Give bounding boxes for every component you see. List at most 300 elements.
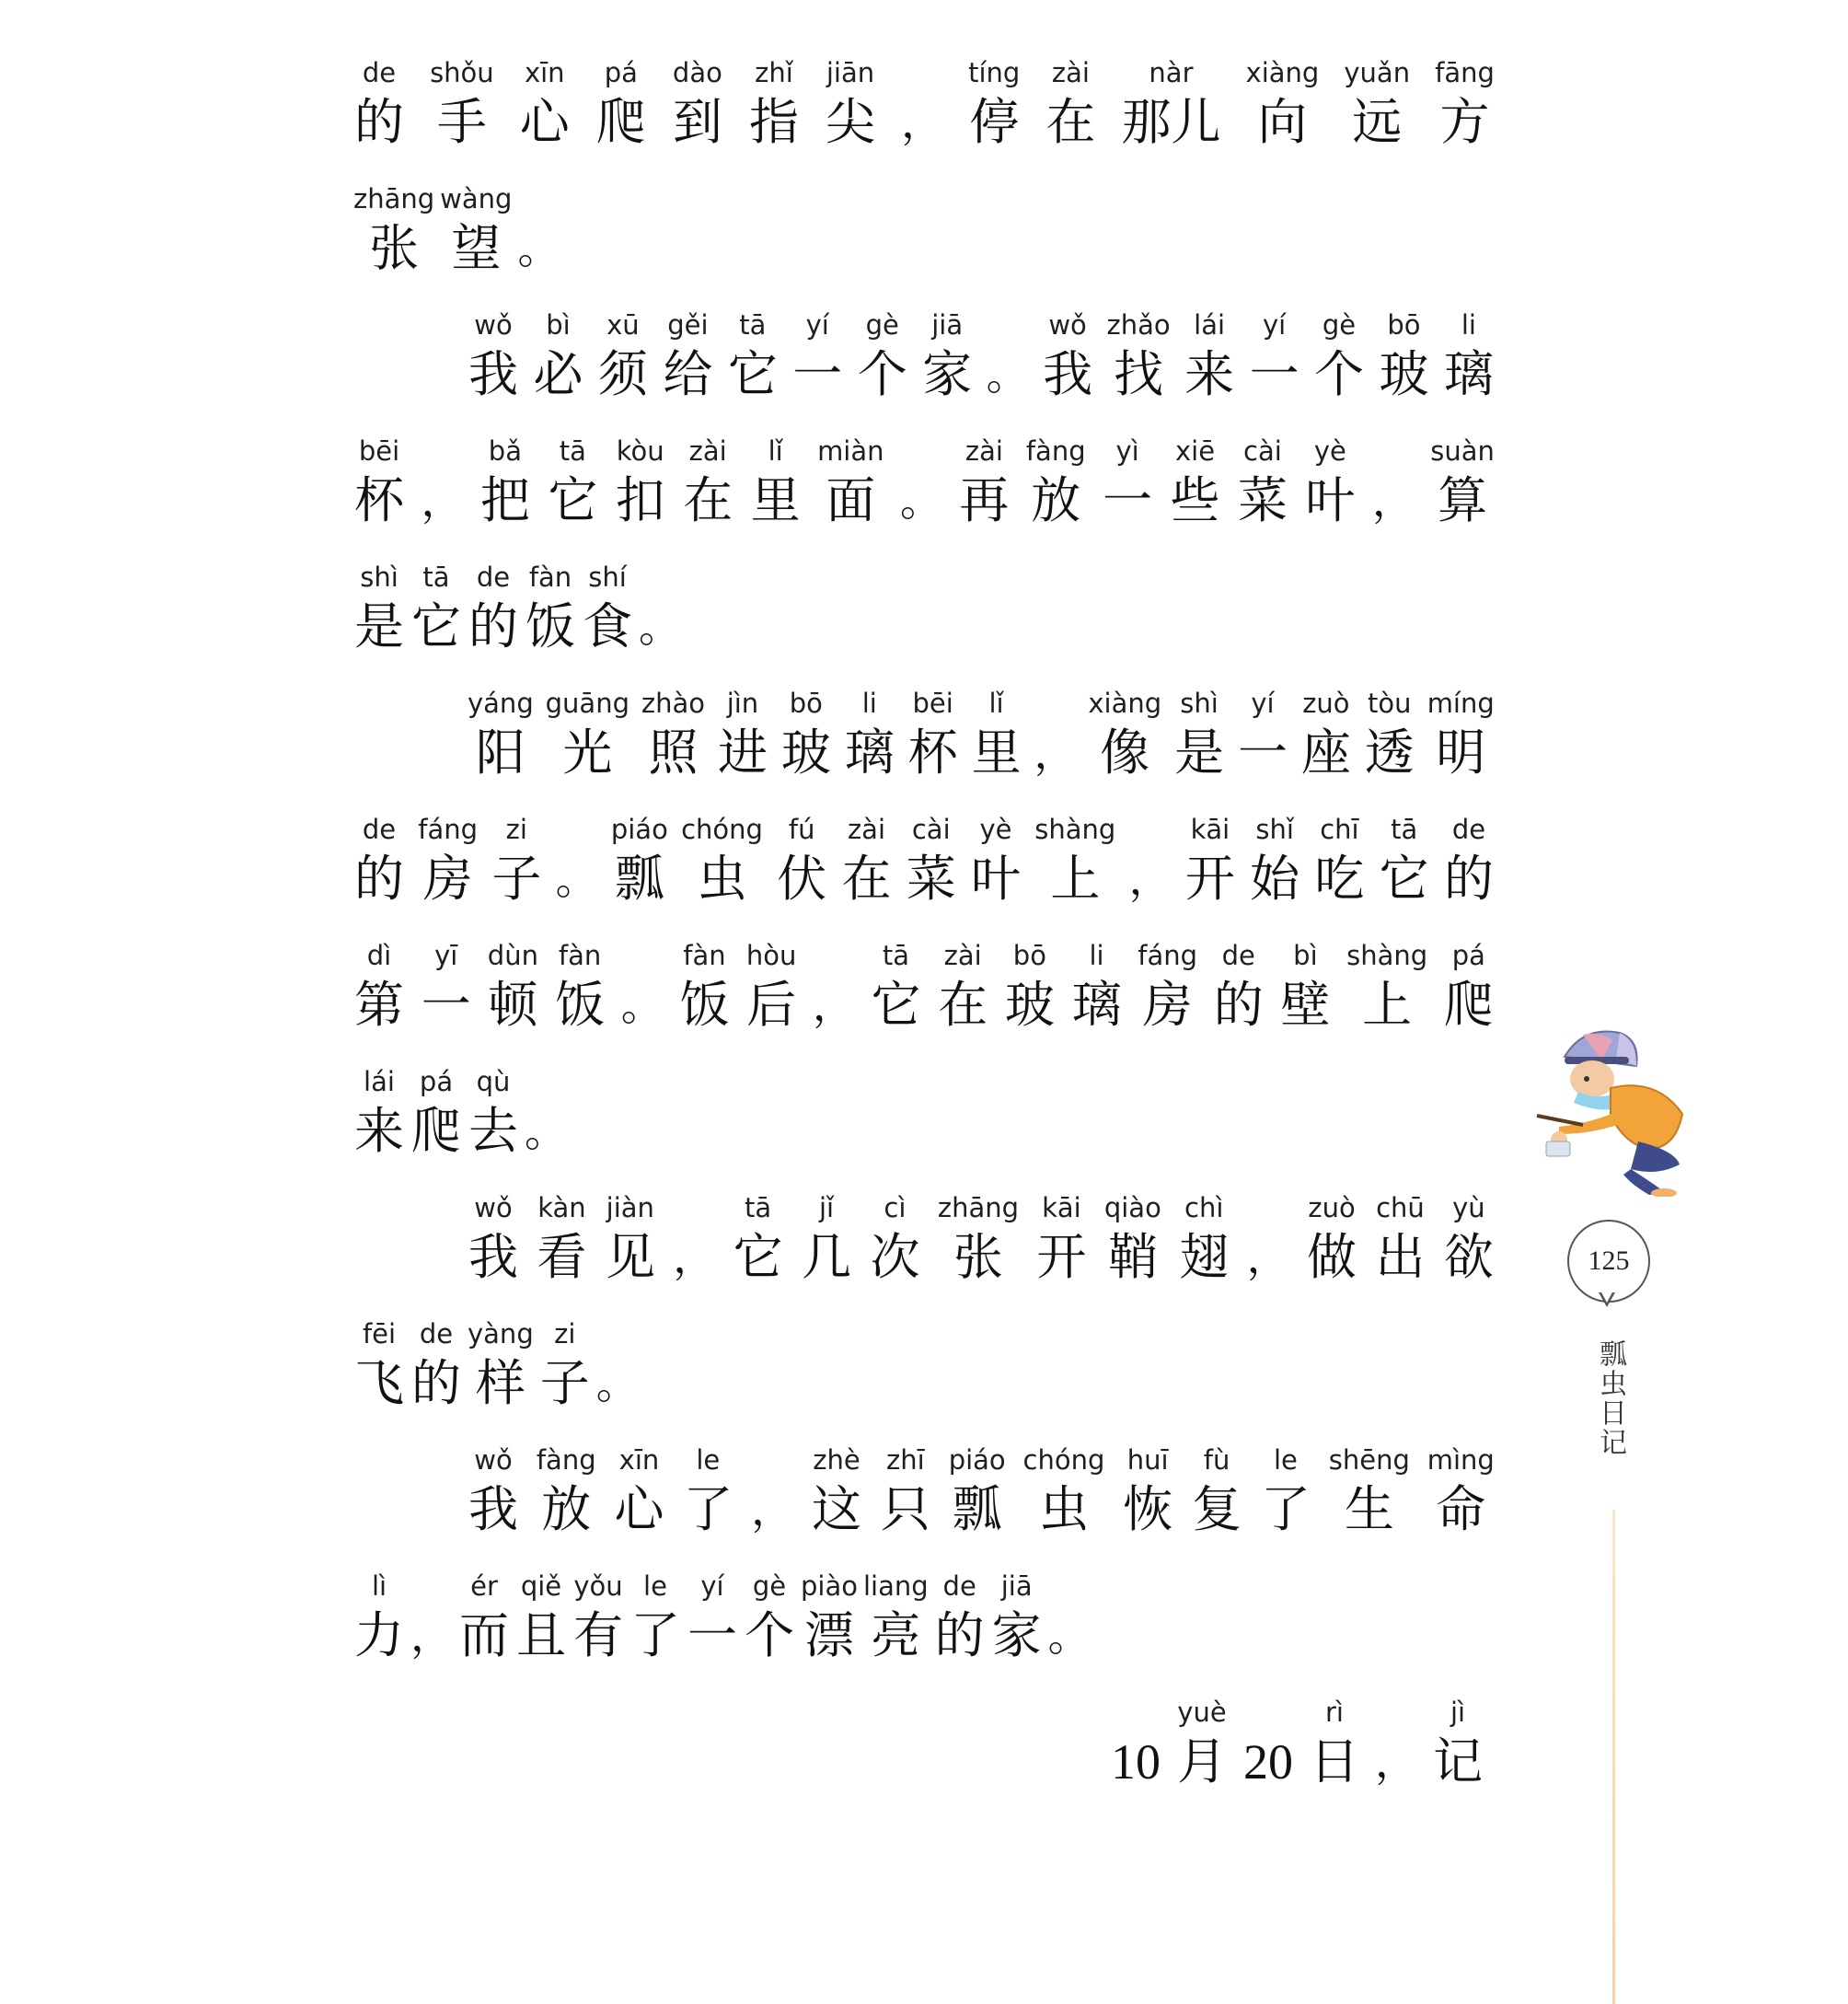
hanzi: 样	[475, 1354, 526, 1412]
hanzi: ，	[673, 1233, 716, 1282]
pinyin: chóng	[681, 814, 763, 845]
ruby-character	[1102, 435, 1153, 531]
pinyin: dào	[672, 57, 722, 88]
hanzi: 。	[899, 476, 942, 526]
hanzi: 在	[683, 471, 733, 529]
pinyin: cì	[884, 1192, 907, 1223]
ruby-character	[537, 1444, 596, 1540]
pinyin: shí	[588, 562, 627, 593]
hanzi: ，	[1246, 1233, 1289, 1282]
hanzi: 。	[555, 854, 598, 904]
hanzi: 璃	[1443, 345, 1494, 403]
hanzi: 手	[436, 93, 487, 151]
ruby-character	[840, 814, 892, 909]
ruby-character	[479, 435, 531, 531]
hanzi: 阳	[475, 724, 526, 782]
hanzi: 杯	[907, 724, 958, 782]
hanzi: 亮	[871, 1606, 921, 1664]
ruby-character	[641, 688, 705, 783]
ruby-character	[869, 1192, 920, 1288]
hanzi: 飞	[354, 1354, 404, 1412]
pinyin: jiān	[826, 57, 875, 88]
ruby-character	[871, 940, 922, 1036]
side-rule	[1612, 1510, 1615, 2004]
hanzi: 叶	[971, 850, 1022, 908]
hanzi: 月	[1177, 1732, 1227, 1790]
hanzi: 饭	[555, 976, 606, 1034]
punctuation	[751, 1444, 793, 1540]
hanzi: 吃	[1314, 850, 1365, 908]
page-badge-pointer-fill	[1600, 1291, 1613, 1303]
pinyin: xīn	[524, 57, 565, 88]
ruby-character	[491, 814, 542, 909]
hanzi: 去	[468, 1102, 518, 1160]
pinyin: jìn	[726, 688, 759, 719]
hanzi: 个	[1314, 345, 1365, 403]
ruby-character	[921, 309, 973, 405]
hanzi: 家	[922, 345, 973, 403]
pinyin: tíng	[968, 57, 1021, 88]
hanzi: 在	[841, 850, 892, 908]
hanzi: 放	[541, 1480, 592, 1538]
hanzi: 始	[1250, 850, 1300, 908]
punctuation	[673, 1192, 715, 1288]
ruby-character	[1107, 309, 1171, 405]
hanzi: 次	[870, 1228, 920, 1286]
ruby-character	[353, 1318, 405, 1414]
ruby-character	[780, 688, 832, 783]
hanzi: 心	[519, 93, 570, 151]
hanzi: 里	[750, 471, 801, 529]
hanzi: 房	[422, 850, 473, 908]
ruby-character	[1023, 1444, 1105, 1540]
ruby-character	[958, 435, 1010, 531]
hanzi: 它	[871, 976, 921, 1034]
hanzi: 光	[562, 724, 613, 782]
hanzi: 。	[525, 1106, 567, 1156]
ruby-character	[440, 183, 512, 279]
pinyin: le	[696, 1444, 721, 1476]
ruby-character	[1443, 309, 1495, 405]
pinyin: kòu	[616, 435, 664, 467]
pinyin: zài	[943, 940, 982, 971]
pinyin: li	[1461, 309, 1476, 341]
hanzi: 是	[1174, 724, 1225, 782]
hanzi: 像	[1100, 724, 1150, 782]
hanzi: 。	[1047, 1611, 1091, 1661]
ruby-character	[1346, 940, 1427, 1036]
ruby-character	[750, 435, 802, 531]
pinyin: de	[1451, 814, 1486, 845]
punctuation	[596, 1318, 639, 1414]
hanzi: 食	[583, 597, 632, 655]
hanzi: 瓢	[952, 1480, 1002, 1538]
ruby-character	[801, 1192, 852, 1288]
punctuation	[421, 435, 463, 531]
pinyin: xīn	[618, 1444, 660, 1476]
ruby-character	[744, 1570, 795, 1666]
hanzi: 几	[802, 1228, 852, 1286]
pinyin: dì	[366, 940, 392, 971]
ruby-character	[1300, 688, 1352, 783]
ruby-character	[468, 1318, 534, 1414]
pinyin: kàn	[537, 1192, 586, 1223]
pinyin: yí	[1251, 688, 1275, 719]
hanzi: 它	[411, 597, 461, 655]
pinyin: jiā	[931, 309, 964, 341]
pinyin: le	[643, 1570, 667, 1602]
pinyin: le	[1273, 1444, 1298, 1476]
punctuation	[621, 940, 664, 1036]
ruby-character	[1435, 57, 1495, 153]
ruby-character	[532, 309, 583, 405]
pinyin: kāi	[1190, 814, 1230, 845]
pinyin: wǒ	[474, 1192, 513, 1223]
hanzi: 在	[938, 976, 988, 1034]
ruby-character	[863, 1570, 929, 1666]
hanzi: 心	[614, 1480, 664, 1538]
hanzi: 玻	[1379, 345, 1429, 403]
hanzi: ，	[1371, 476, 1415, 526]
hanzi: ，	[421, 476, 464, 526]
pinyin: de	[362, 814, 397, 845]
pinyin: li	[861, 688, 877, 719]
hanzi: ，	[410, 1611, 453, 1661]
story-text	[353, 57, 1495, 1823]
hanzi: 。	[639, 602, 681, 652]
hanzi: 到	[672, 93, 722, 151]
hanzi: 爬	[411, 1102, 461, 1160]
ruby-character	[546, 688, 629, 783]
pinyin: fàn	[683, 940, 726, 971]
diary-date-signature	[353, 1697, 1495, 1823]
ruby-character	[468, 562, 519, 657]
hanzi: 玻	[1004, 976, 1055, 1034]
ruby-character	[1170, 435, 1221, 531]
hanzi: 只	[880, 1480, 930, 1538]
pinyin: huī	[1126, 1444, 1169, 1476]
hanzi: 。	[517, 224, 560, 273]
ruby-character	[1427, 1444, 1495, 1540]
hanzi: 。	[986, 350, 1029, 400]
pinyin: yuǎn	[1344, 57, 1411, 88]
ruby-character	[1443, 940, 1495, 1036]
pinyin: xiē	[1174, 435, 1216, 467]
hanzi: 欲	[1443, 1228, 1494, 1286]
pinyin: zhǐ	[755, 57, 793, 88]
punctuation	[1034, 688, 1076, 783]
hanzi: 看	[537, 1228, 587, 1286]
hanzi: 10	[1111, 1734, 1161, 1790]
ruby-character	[906, 814, 957, 909]
ruby-character	[825, 57, 876, 153]
ruby-character	[970, 814, 1022, 909]
ruby-character	[353, 562, 405, 657]
pinyin: zuò	[1302, 688, 1350, 719]
pinyin: zài	[1051, 57, 1090, 88]
hanzi: 出	[1375, 1228, 1426, 1286]
ruby-character	[1242, 1697, 1294, 1792]
hanzi: ，	[751, 1485, 794, 1535]
pinyin: li	[1089, 940, 1104, 971]
pinyin: yí	[700, 1570, 724, 1602]
hanzi: 瓢	[614, 850, 664, 908]
ruby-character	[1329, 1444, 1410, 1540]
punctuation	[410, 1570, 453, 1666]
pinyin: xiàng	[1245, 57, 1320, 88]
ruby-character	[1184, 309, 1235, 405]
ruby-character	[801, 1570, 858, 1666]
ruby-character	[547, 435, 598, 531]
ruby-character	[1260, 1444, 1311, 1540]
pinyin: guāng	[545, 688, 629, 719]
hanzi: 面	[826, 471, 876, 529]
hanzi: 的	[468, 597, 518, 655]
hanzi: 上	[1362, 976, 1413, 1034]
hanzi: 一	[421, 976, 471, 1034]
hanzi: 扣	[615, 471, 665, 529]
hanzi: 必	[533, 345, 583, 403]
hanzi: 算	[1438, 471, 1488, 529]
ruby-character	[727, 309, 779, 405]
pinyin: cài	[911, 814, 951, 845]
ruby-character	[971, 688, 1022, 783]
ruby-character	[572, 1570, 624, 1666]
punctuation	[1247, 1192, 1289, 1288]
punctuation	[813, 940, 855, 1036]
text-line	[353, 562, 1495, 688]
ruby-character	[430, 57, 494, 153]
pinyin: yàng	[468, 1318, 534, 1350]
hanzi: ，	[1128, 854, 1172, 904]
hanzi: 开	[1184, 850, 1235, 908]
ruby-character	[949, 1444, 1006, 1540]
pinyin: dùn	[487, 940, 538, 971]
pinyin: tā	[422, 562, 450, 593]
pinyin: jǐ	[818, 1192, 835, 1223]
pinyin: gè	[752, 1570, 787, 1602]
pinyin: zhè	[813, 1444, 860, 1476]
hanzi: 子	[539, 1354, 590, 1412]
hanzi: 放	[1031, 471, 1081, 529]
pinyin: yù	[1452, 1192, 1485, 1223]
ruby-character	[748, 57, 800, 153]
hanzi: 张	[953, 1228, 1003, 1286]
ruby-character	[1344, 57, 1410, 153]
hanzi: 一	[792, 345, 843, 403]
hanzi: 菜	[906, 850, 956, 908]
ruby-character	[1191, 1444, 1242, 1540]
ruby-character	[536, 1192, 587, 1288]
pinyin: lái	[1194, 309, 1226, 341]
pinyin: zài	[964, 435, 1003, 467]
ruby-character	[353, 1066, 405, 1162]
pinyin: wǒ	[474, 1444, 513, 1476]
ruby-character	[1104, 1192, 1161, 1288]
pinyin: yuè	[1177, 1697, 1227, 1728]
pinyin: bō	[1012, 940, 1046, 971]
ruby-character	[353, 57, 405, 153]
text-line	[353, 1066, 1495, 1192]
punctuation	[1372, 435, 1415, 531]
pinyin: shǒu	[430, 57, 494, 88]
text-line	[353, 940, 1495, 1066]
pinyin: bì	[546, 309, 571, 341]
hanzi: 是	[354, 597, 404, 655]
ruby-character	[1110, 1697, 1161, 1792]
hanzi: 爬	[1443, 976, 1494, 1034]
ruby-character	[1279, 940, 1331, 1036]
hanzi: 照	[648, 724, 699, 782]
hanzi: 来	[1184, 345, 1235, 403]
pinyin: shàng	[1034, 814, 1116, 845]
pinyin: qiào	[1103, 1192, 1161, 1223]
ruby-character	[468, 1192, 519, 1288]
pinyin: bēi	[358, 435, 400, 467]
hanzi: 。	[595, 1359, 639, 1408]
hanzi: 子	[491, 850, 542, 908]
hanzi: 有	[573, 1606, 623, 1664]
hanzi: 它	[733, 1228, 783, 1286]
ruby-character	[1427, 688, 1495, 783]
hanzi: 而	[459, 1606, 509, 1664]
ruby-character	[1432, 1697, 1484, 1792]
ruby-character	[662, 309, 713, 405]
pinyin: zài	[847, 814, 886, 845]
punctuation	[556, 814, 598, 909]
pinyin: bō	[789, 688, 823, 719]
hanzi: 一	[687, 1606, 737, 1664]
hanzi: 20	[1243, 1734, 1293, 1790]
ruby-character	[1443, 814, 1495, 909]
hanzi: 进	[717, 724, 768, 782]
hanzi: 做	[1307, 1228, 1357, 1286]
pinyin: xū	[606, 309, 640, 341]
ruby-character	[515, 1570, 567, 1666]
hanzi: 。	[620, 980, 664, 1030]
ruby-character	[353, 940, 405, 1036]
ruby-character	[1378, 309, 1429, 405]
pinyin: fàng	[536, 1444, 596, 1476]
pinyin: gè	[1322, 309, 1357, 341]
ruby-character	[733, 1192, 784, 1288]
pinyin: suàn	[1430, 435, 1495, 467]
hanzi: 一	[1237, 724, 1288, 782]
ruby-character	[410, 1318, 462, 1414]
ruby-character	[678, 940, 730, 1036]
ruby-character	[745, 940, 797, 1036]
hanzi: 顿	[488, 976, 538, 1034]
ruby-character	[353, 814, 405, 909]
hanzi: 个	[857, 345, 907, 403]
ruby-character	[1246, 57, 1320, 153]
text-line	[353, 435, 1495, 562]
hanzi: 后	[746, 976, 797, 1034]
pinyin: wàng	[440, 183, 513, 214]
hanzi: 透	[1364, 724, 1415, 782]
hanzi: 杯	[354, 471, 404, 529]
pinyin: mìng	[1426, 1444, 1495, 1476]
hanzi: 它	[727, 345, 778, 403]
hanzi: 的	[1443, 850, 1494, 908]
hanzi: ，	[812, 980, 855, 1030]
pinyin: fàn	[528, 562, 572, 593]
pinyin: yī	[434, 940, 458, 971]
hanzi: 菜	[1237, 471, 1288, 529]
ruby-character	[1178, 1192, 1230, 1288]
hanzi: 力	[354, 1606, 404, 1664]
ruby-character	[672, 57, 723, 153]
ruby-character	[968, 57, 1020, 153]
pinyin: lái	[364, 1066, 395, 1097]
ruby-character	[613, 1444, 664, 1540]
pinyin: fàng	[1025, 435, 1086, 467]
hanzi: 第	[354, 976, 404, 1034]
ruby-character	[1313, 309, 1365, 405]
ruby-character	[1374, 1192, 1426, 1288]
ruby-character	[468, 1444, 519, 1540]
pinyin: shǐ	[1255, 814, 1294, 845]
hanzi: 找	[1114, 345, 1164, 403]
pinyin: de	[362, 57, 397, 88]
hanzi: 个	[745, 1606, 794, 1664]
pinyin: tā	[882, 940, 910, 971]
hanzi: 虫	[1038, 1480, 1089, 1538]
pinyin: yè	[979, 814, 1012, 845]
ruby-character	[811, 1444, 862, 1540]
page-number: 125	[1567, 1220, 1650, 1303]
ruby-character	[1176, 1697, 1228, 1792]
hanzi: 日	[1310, 1732, 1359, 1790]
ruby-character	[681, 814, 763, 909]
pinyin: wǒ	[1048, 309, 1087, 341]
hanzi: 壁	[1280, 976, 1331, 1034]
ruby-character	[1026, 435, 1086, 531]
ruby-character	[468, 309, 519, 405]
hanzi: 远	[1352, 93, 1403, 151]
ruby-character	[934, 1570, 986, 1666]
hanzi: 的	[354, 850, 404, 908]
pinyin: de	[419, 1318, 454, 1350]
pinyin: fáng	[1138, 940, 1198, 971]
ruby-character	[418, 814, 478, 909]
ruby-character	[1173, 688, 1225, 783]
ruby-character	[458, 1570, 510, 1666]
pinyin: qiě	[520, 1570, 562, 1602]
pinyin: fáng	[418, 814, 479, 845]
ruby-character	[1122, 1444, 1173, 1540]
hanzi: 记	[1433, 1732, 1483, 1790]
ruby-character	[468, 1066, 519, 1162]
pinyin: chū	[1376, 1192, 1425, 1223]
ruby-character	[525, 562, 576, 657]
ruby-character	[1443, 1192, 1495, 1288]
punctuation	[900, 435, 942, 531]
pinyin: tā	[739, 309, 767, 341]
hanzi: 它	[1379, 850, 1429, 908]
pinyin: gěi	[667, 309, 709, 341]
hanzi: 来	[354, 1102, 404, 1160]
pinyin: cài	[1243, 435, 1282, 467]
hanzi: 的	[934, 1606, 985, 1664]
ruby-character	[615, 435, 666, 531]
hanzi: 房	[1142, 976, 1193, 1034]
hanzi: 座	[1300, 724, 1351, 782]
pinyin: yí	[805, 309, 829, 341]
hanzi: 爬	[595, 93, 646, 151]
text-line	[353, 1318, 1495, 1444]
ruby-character	[353, 1570, 405, 1666]
